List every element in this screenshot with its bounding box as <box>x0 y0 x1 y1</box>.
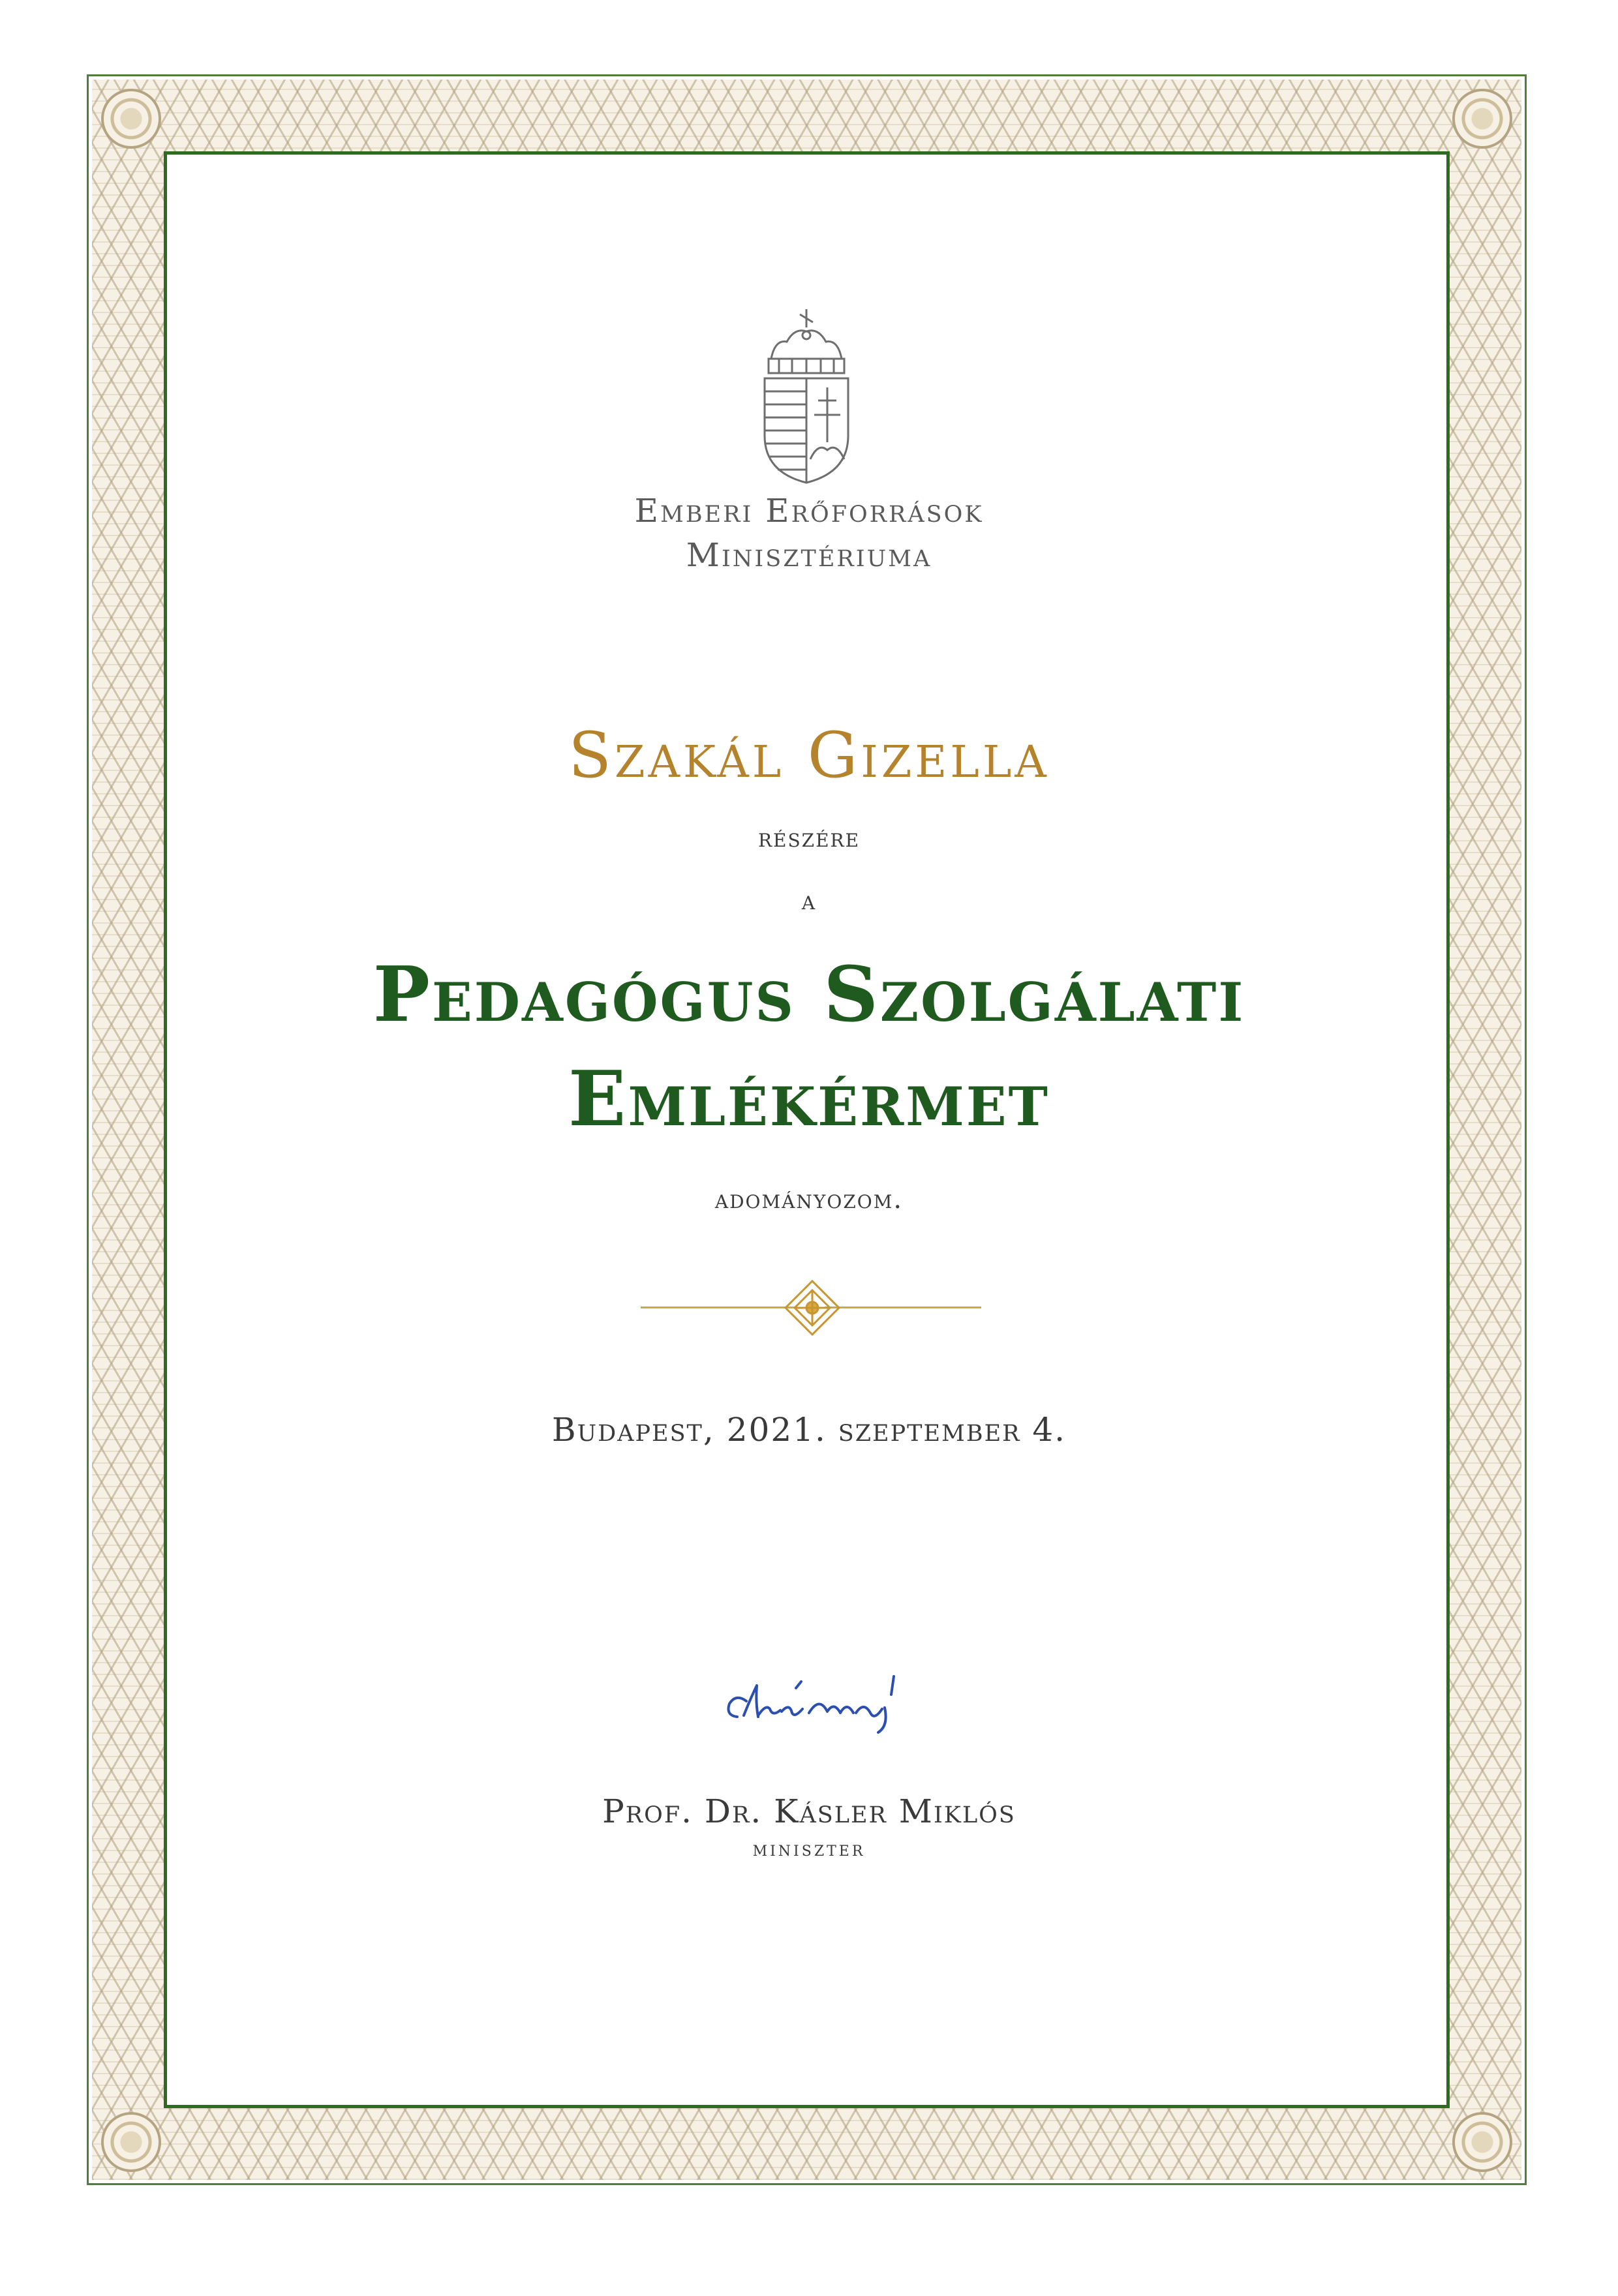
award-title-line-2: Emlékérmet <box>568 1055 1050 1143</box>
corner-rosette-top-right <box>1452 89 1512 149</box>
recipient-name: Szakál Gizella <box>568 719 1050 792</box>
diamond-ornament-icon <box>783 1278 842 1337</box>
place-and-date: Budapest, 2021. szeptember 4. <box>551 1411 1067 1449</box>
handwritten-signature <box>718 1670 926 1742</box>
divider-line-right <box>825 1307 981 1308</box>
award-verb: adományozom. <box>714 1185 904 1215</box>
corner-rosette-bottom-right <box>1452 2112 1512 2172</box>
corner-rosette-bottom-left <box>101 2112 161 2172</box>
award-title-line-1: Pedagógus Szolgálati <box>373 950 1245 1039</box>
ministry-name-line-2: Minisztériuma <box>686 536 932 574</box>
signatory-title: miniszter <box>752 1836 866 1861</box>
recipient-preposition: részére <box>757 823 861 853</box>
divider-line-left <box>641 1307 797 1308</box>
corner-rosette-top-left <box>101 89 161 149</box>
article-text: a <box>801 886 817 916</box>
coat-of-arms-icon <box>749 305 864 488</box>
signatory-name: Prof. Dr. Kásler Miklós <box>602 1792 1016 1830</box>
ministry-name-line-1: Emberi Erőforrások <box>634 492 984 530</box>
